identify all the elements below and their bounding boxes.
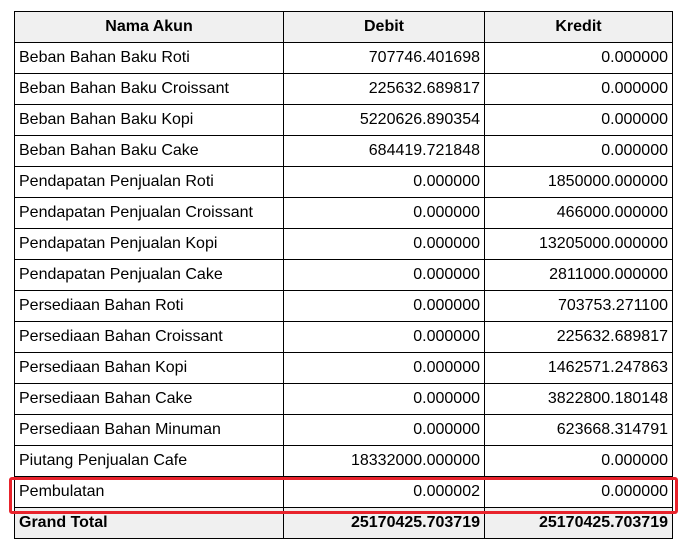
table-row — [15, 260, 673, 291]
table-row — [15, 167, 673, 198]
account-name: Persediaan Bahan Croissant — [15, 322, 284, 353]
grand-total-label: Grand Total — [15, 508, 284, 539]
debit-value: 0.000000 — [284, 229, 485, 260]
account-name: Pembulatan — [15, 477, 284, 508]
kredit-value: 623668.314791 — [485, 415, 673, 446]
kredit-value: 0.000000 — [485, 43, 673, 74]
account-name: Beban Bahan Baku Cake — [15, 136, 284, 167]
trial-balance-table — [14, 11, 673, 539]
kredit-value: 0.000000 — [485, 446, 673, 477]
kredit-value: 703753.271100 — [485, 291, 673, 322]
table-row — [15, 136, 673, 167]
account-name: Piutang Penjualan Cafe — [15, 446, 284, 477]
kredit-value: 225632.689817 — [485, 322, 673, 353]
table-row — [15, 353, 673, 384]
debit-value: 0.000002 — [284, 477, 485, 508]
account-name: Beban Bahan Baku Croissant — [15, 74, 284, 105]
debit-value: 684419.721848 — [284, 136, 485, 167]
header-debit: Debit — [284, 12, 485, 43]
debit-value: 0.000000 — [284, 353, 485, 384]
header-row — [15, 12, 673, 43]
account-name: Pendapatan Penjualan Roti — [15, 167, 284, 198]
grand-total-debit: 25170425.703719 — [284, 508, 485, 539]
account-name: Persediaan Bahan Minuman — [15, 415, 284, 446]
debit-value: 707746.401698 — [284, 43, 485, 74]
account-name: Persediaan Bahan Roti — [15, 291, 284, 322]
table-row — [15, 322, 673, 353]
debit-value: 0.000000 — [284, 322, 485, 353]
account-name: Persediaan Bahan Kopi — [15, 353, 284, 384]
grand-total-kredit: 25170425.703719 — [485, 508, 673, 539]
debit-value: 0.000000 — [284, 384, 485, 415]
kredit-value: 466000.000000 — [485, 198, 673, 229]
account-name: Pendapatan Penjualan Croissant — [15, 198, 284, 229]
table-row — [15, 446, 673, 477]
kredit-value: 0.000000 — [485, 74, 673, 105]
account-name: Pendapatan Penjualan Kopi — [15, 229, 284, 260]
header-kredit: Kredit — [485, 12, 673, 43]
kredit-value: 3822800.180148 — [485, 384, 673, 415]
table-row — [15, 229, 673, 260]
table-row — [15, 74, 673, 105]
debit-value: 0.000000 — [284, 415, 485, 446]
table-row — [15, 198, 673, 229]
table-row-highlighted — [15, 477, 673, 508]
table-row — [15, 291, 673, 322]
table-row — [15, 105, 673, 136]
kredit-value: 1850000.000000 — [485, 167, 673, 198]
table-row — [15, 384, 673, 415]
debit-value: 18332000.000000 — [284, 446, 485, 477]
kredit-value: 2811000.000000 — [485, 260, 673, 291]
account-name: Pendapatan Penjualan Cake — [15, 260, 284, 291]
kredit-value: 0.000000 — [485, 105, 673, 136]
kredit-value: 13205000.000000 — [485, 229, 673, 260]
grand-total-row — [15, 508, 673, 539]
kredit-value: 1462571.247863 — [485, 353, 673, 384]
header-nama-akun: Nama Akun — [15, 12, 284, 43]
debit-value: 5220626.890354 — [284, 105, 485, 136]
table-row — [15, 415, 673, 446]
debit-value: 0.000000 — [284, 198, 485, 229]
debit-value: 225632.689817 — [284, 74, 485, 105]
account-name: Beban Bahan Baku Kopi — [15, 105, 284, 136]
kredit-value: 0.000000 — [485, 477, 673, 508]
table-row — [15, 43, 673, 74]
debit-value: 0.000000 — [284, 260, 485, 291]
debit-value: 0.000000 — [284, 291, 485, 322]
account-name: Beban Bahan Baku Roti — [15, 43, 284, 74]
account-name: Persediaan Bahan Cake — [15, 384, 284, 415]
kredit-value: 0.000000 — [485, 136, 673, 167]
debit-value: 0.000000 — [284, 167, 485, 198]
